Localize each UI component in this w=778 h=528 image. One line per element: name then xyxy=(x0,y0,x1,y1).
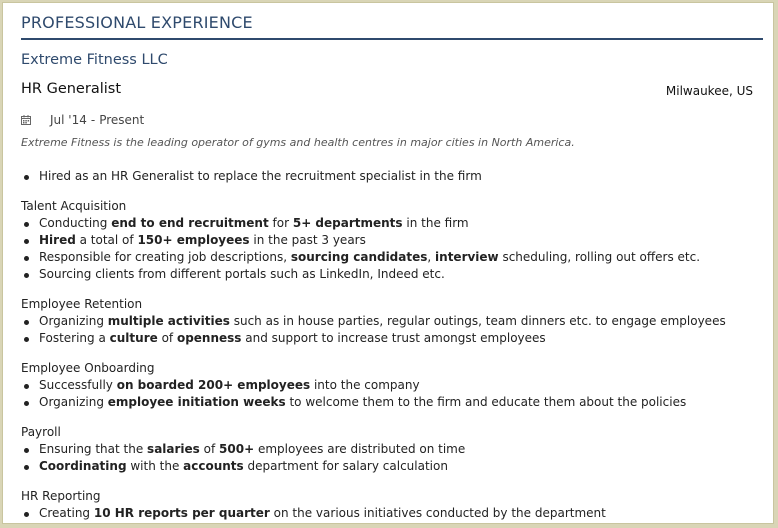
bullet-text: with the xyxy=(126,459,184,473)
company-name: Extreme Fitness LLC xyxy=(21,52,168,68)
bullet-item xyxy=(21,313,761,330)
group-title: Talent Acquisition xyxy=(21,199,127,213)
bullet-item xyxy=(21,330,761,347)
group-title: Payroll xyxy=(21,425,61,439)
bullet-text: and support to increase trust amongst employees xyxy=(241,331,546,345)
bullet-text: , xyxy=(427,250,436,264)
date-start: Jul '14 xyxy=(50,113,87,127)
bullet-item xyxy=(21,266,761,283)
bold-text: multiple activities xyxy=(107,314,230,328)
bullet-text: Fostering a xyxy=(39,331,110,345)
bullet-item xyxy=(21,394,761,411)
bullet-text: Successfully xyxy=(39,378,117,392)
bullet-text: Responsible for creating job descriptions, xyxy=(39,250,291,264)
calendar-icon xyxy=(21,115,31,125)
bullet-list xyxy=(21,168,761,185)
bullet-text: in the past 3 years xyxy=(249,233,366,247)
bold-text: 500+ xyxy=(219,442,255,456)
bullet-text: Sourcing clients from different portals such as LinkedIn, Indeed etc. xyxy=(39,267,445,281)
job-title: HR Generalist xyxy=(21,81,121,97)
bullet-list xyxy=(21,505,761,522)
bold-text: 5+ departments xyxy=(292,216,403,230)
bold-text: on boarded 200+ employees xyxy=(116,378,311,392)
date-separator: - xyxy=(90,113,96,127)
company-description: Extreme Fitness is the leading operator of gyms and health centres in major cities in North America. xyxy=(21,136,575,149)
bold-text: 10 HR reports per quarter xyxy=(93,506,270,520)
bullet-text: to welcome them to the firm and educate them about the policies xyxy=(285,395,687,409)
job-location: Milwaukee, US xyxy=(665,84,753,98)
bullet-text: a total of xyxy=(75,233,138,247)
bullet-text: Hired as an HR Generalist to replace the recruitment specialist in the firm xyxy=(39,169,482,183)
bold-text: employee initiation weeks xyxy=(107,395,286,409)
bullet-text: on the various initiatives conducted by the department xyxy=(269,506,606,520)
bullet-item xyxy=(21,458,761,475)
bullet-text: Creating xyxy=(39,506,94,520)
bullet-item xyxy=(21,441,761,458)
bullet-item xyxy=(21,215,761,232)
group-title: Employee Retention xyxy=(21,297,143,311)
bullet-list xyxy=(21,215,761,283)
bold-text: culture xyxy=(109,331,158,345)
job-details xyxy=(21,168,761,522)
bullet-item xyxy=(21,505,761,522)
bold-text: salaries xyxy=(147,442,200,456)
resume-section xyxy=(2,2,774,524)
bullet-text: employees are distributed on time xyxy=(254,442,466,456)
bullet-item xyxy=(21,377,761,394)
group-title: Employee Onboarding xyxy=(21,361,155,375)
section-divider xyxy=(21,38,763,40)
bullet-list xyxy=(21,313,761,347)
bullet-text: of xyxy=(199,442,220,456)
bullet-text: of xyxy=(157,331,177,345)
section-title: PROFESSIONAL EXPERIENCE xyxy=(21,13,253,32)
bold-text: openness xyxy=(176,331,242,345)
bold-text: sourcing candidates xyxy=(290,250,428,264)
bold-text: interview xyxy=(435,250,499,264)
bullet-item xyxy=(21,249,761,266)
bullet-item xyxy=(21,168,761,185)
date-range xyxy=(21,113,144,127)
bullet-item xyxy=(21,232,761,249)
bullet-text: Conducting xyxy=(39,216,112,230)
bold-text: 150+ employees xyxy=(137,233,250,247)
bullet-text: Organizing xyxy=(39,395,108,409)
bold-text: accounts xyxy=(183,459,244,473)
bullet-list xyxy=(21,377,761,411)
group-title: HR Reporting xyxy=(21,489,101,503)
bold-text: Hired xyxy=(39,233,76,247)
bullet-text: for xyxy=(268,216,293,230)
bullet-text: in the firm xyxy=(402,216,469,230)
bullet-text: into the company xyxy=(310,378,420,392)
bullet-text: such as in house parties, regular outings, team dinners etc. to engage employees xyxy=(229,314,726,328)
bullet-list xyxy=(21,441,761,475)
bold-text: Coordinating xyxy=(39,459,127,473)
bullet-text: scheduling, rolling out offers etc. xyxy=(498,250,701,264)
bold-text: end to end recruitment xyxy=(111,216,269,230)
bullet-text: department for salary calculation xyxy=(243,459,448,473)
bullet-text: Organizing xyxy=(39,314,108,328)
bullet-text: Ensuring that the xyxy=(39,442,148,456)
date-end: Present xyxy=(99,113,145,127)
